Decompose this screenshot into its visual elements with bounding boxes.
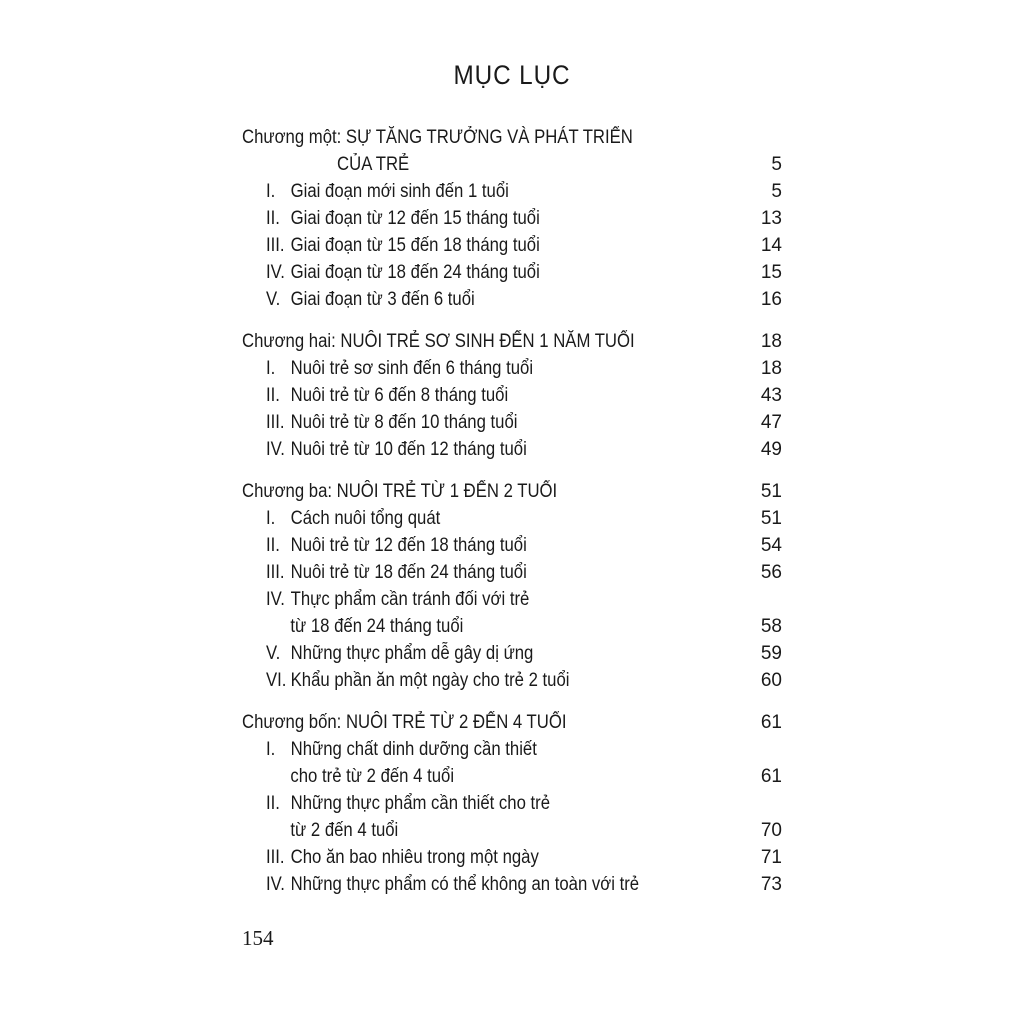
chapter-heading: [242, 709, 782, 736]
entry-number: V.: [266, 643, 281, 664]
toc-entry: [242, 409, 782, 436]
entry-number: III.: [266, 412, 285, 433]
page-ref: 5: [771, 181, 782, 202]
page-ref: 73: [760, 874, 782, 895]
page-ref: 14: [760, 235, 782, 256]
chapter-heading-continuation: [242, 151, 782, 178]
entry-title: Khẩu phần ăn một ngày cho trẻ 2 tuổi: [290, 670, 570, 691]
page-ref: 49: [760, 439, 782, 460]
page-ref: 71: [760, 847, 782, 868]
page-ref: 58: [760, 616, 782, 637]
chapter-heading: [242, 478, 782, 505]
toc-entry: [242, 736, 782, 763]
entry-title: Cho ăn bao nhiêu trong một ngày: [290, 847, 539, 868]
toc-entry: [242, 532, 782, 559]
chapter-title: Chương ba: NUÔI TRẺ TỪ 1 ĐẾN 2 TUỔI: [242, 481, 558, 502]
toc-entry: [242, 871, 782, 898]
entry-number: II.: [266, 535, 280, 556]
toc-entry: [242, 382, 782, 409]
page-ref: 56: [760, 562, 782, 583]
toc-entry: [242, 640, 782, 667]
page-ref: 60: [760, 670, 782, 691]
page-ref: 70: [760, 820, 782, 841]
entry-title: Nuôi trẻ sơ sinh đến 6 tháng tuổi: [290, 358, 534, 379]
page-ref: 18: [760, 331, 782, 352]
chapter-title-continuation: CỦA TRẺ: [337, 154, 410, 175]
toc-entry-continuation: [242, 613, 782, 640]
entry-number: IV.: [266, 589, 285, 610]
entry-title: Giai đoạn từ 15 đến 18 tháng tuổi: [290, 235, 540, 256]
entry-number: III.: [266, 847, 285, 868]
toc-entry: [242, 286, 782, 313]
entry-title: Những thực phẩm cần thiết cho trẻ: [290, 793, 551, 814]
entry-title-continuation: từ 2 đến 4 tuổi: [290, 820, 399, 841]
entry-title: Cách nuôi tổng quát: [290, 508, 441, 529]
toc-entry: [242, 232, 782, 259]
entry-title: Những thực phẩm dễ gây dị ứng: [290, 643, 534, 664]
entry-title: Giai đoạn từ 3 đến 6 tuổi: [290, 289, 475, 310]
page-ref: 59: [760, 643, 782, 664]
entry-title: Nuôi trẻ từ 6 đến 8 tháng tuổi: [290, 385, 509, 406]
toc-entry: [242, 790, 782, 817]
chapter-heading: [242, 328, 782, 355]
page-ref: 47: [760, 412, 782, 433]
page-ref: 15: [760, 262, 782, 283]
chapter-title: Chương một: SỰ TĂNG TRƯỞNG VÀ PHÁT TRIỂN: [242, 127, 633, 148]
page-ref: 13: [760, 208, 782, 229]
toc-entry-continuation: [242, 817, 782, 844]
entry-number: II.: [266, 208, 280, 229]
chapter-heading: [242, 124, 782, 151]
entry-number: IV.: [266, 439, 285, 460]
toc-entry-continuation: [242, 763, 782, 790]
entry-number: V.: [266, 289, 281, 310]
toc-entry: [242, 259, 782, 286]
toc-entry: [242, 844, 782, 871]
page-title: MỤC LỤC: [453, 60, 571, 90]
entry-title: Thực phẩm cần tránh đối với trẻ: [290, 589, 530, 610]
entry-number: IV.: [266, 874, 285, 895]
entry-title: Nuôi trẻ từ 12 đến 18 tháng tuổi: [290, 535, 527, 556]
toc-entry: [242, 505, 782, 532]
page-ref: 61: [760, 712, 782, 733]
entry-number: I.: [266, 508, 276, 529]
page-ref: 43: [760, 385, 782, 406]
entry-title-continuation: cho trẻ từ 2 đến 4 tuổi: [290, 766, 455, 787]
page-ref: 51: [760, 508, 782, 529]
chapter-title: Chương hai: NUÔI TRẺ SƠ SINH ĐẾN 1 NĂM TUỔI: [242, 331, 635, 352]
page-ref: 61: [760, 766, 782, 787]
entry-title: Nuôi trẻ từ 10 đến 12 tháng tuổi: [290, 439, 527, 460]
entry-number: I.: [266, 181, 276, 202]
table-of-contents: [242, 124, 782, 898]
entry-number: III.: [266, 235, 285, 256]
entry-title: Giai đoạn từ 18 đến 24 tháng tuổi: [290, 262, 540, 283]
page-ref: 5: [771, 154, 782, 175]
entry-title: Giai đoạn từ 12 đến 15 tháng tuổi: [290, 208, 540, 229]
entry-title: Nuôi trẻ từ 18 đến 24 tháng tuổi: [290, 562, 527, 583]
entry-number: II.: [266, 793, 280, 814]
chapter-title: Chương bốn: NUÔI TRẺ TỪ 2 ĐẾN 4 TUỔI: [242, 712, 567, 733]
toc-entry: [242, 355, 782, 382]
page-ref: 51: [760, 481, 782, 502]
entry-title: Nuôi trẻ từ 8 đến 10 tháng tuổi: [290, 412, 518, 433]
page-number: 154: [242, 926, 274, 950]
entry-title: Những thực phẩm có thể không an toàn với trẻ: [290, 874, 640, 895]
entry-number: I.: [266, 739, 276, 760]
entry-number: VI.: [266, 670, 287, 691]
toc-entry: [242, 205, 782, 232]
page-ref: 18: [760, 358, 782, 379]
entry-title: Những chất dinh dưỡng cần thiết: [290, 739, 537, 760]
entry-number: II.: [266, 385, 280, 406]
entry-title: Giai đoạn mới sinh đến 1 tuổi: [290, 181, 509, 202]
toc-entry: [242, 559, 782, 586]
entry-number: III.: [266, 562, 285, 583]
entry-number: IV.: [266, 262, 285, 283]
page-ref: 16: [760, 289, 782, 310]
toc-entry: [242, 436, 782, 463]
page-ref: 54: [760, 535, 782, 556]
toc-entry: [242, 178, 782, 205]
entry-title-continuation: từ 18 đến 24 tháng tuổi: [290, 616, 464, 637]
entry-number: I.: [266, 358, 276, 379]
toc-entry: [242, 667, 782, 694]
toc-entry: [242, 586, 782, 613]
